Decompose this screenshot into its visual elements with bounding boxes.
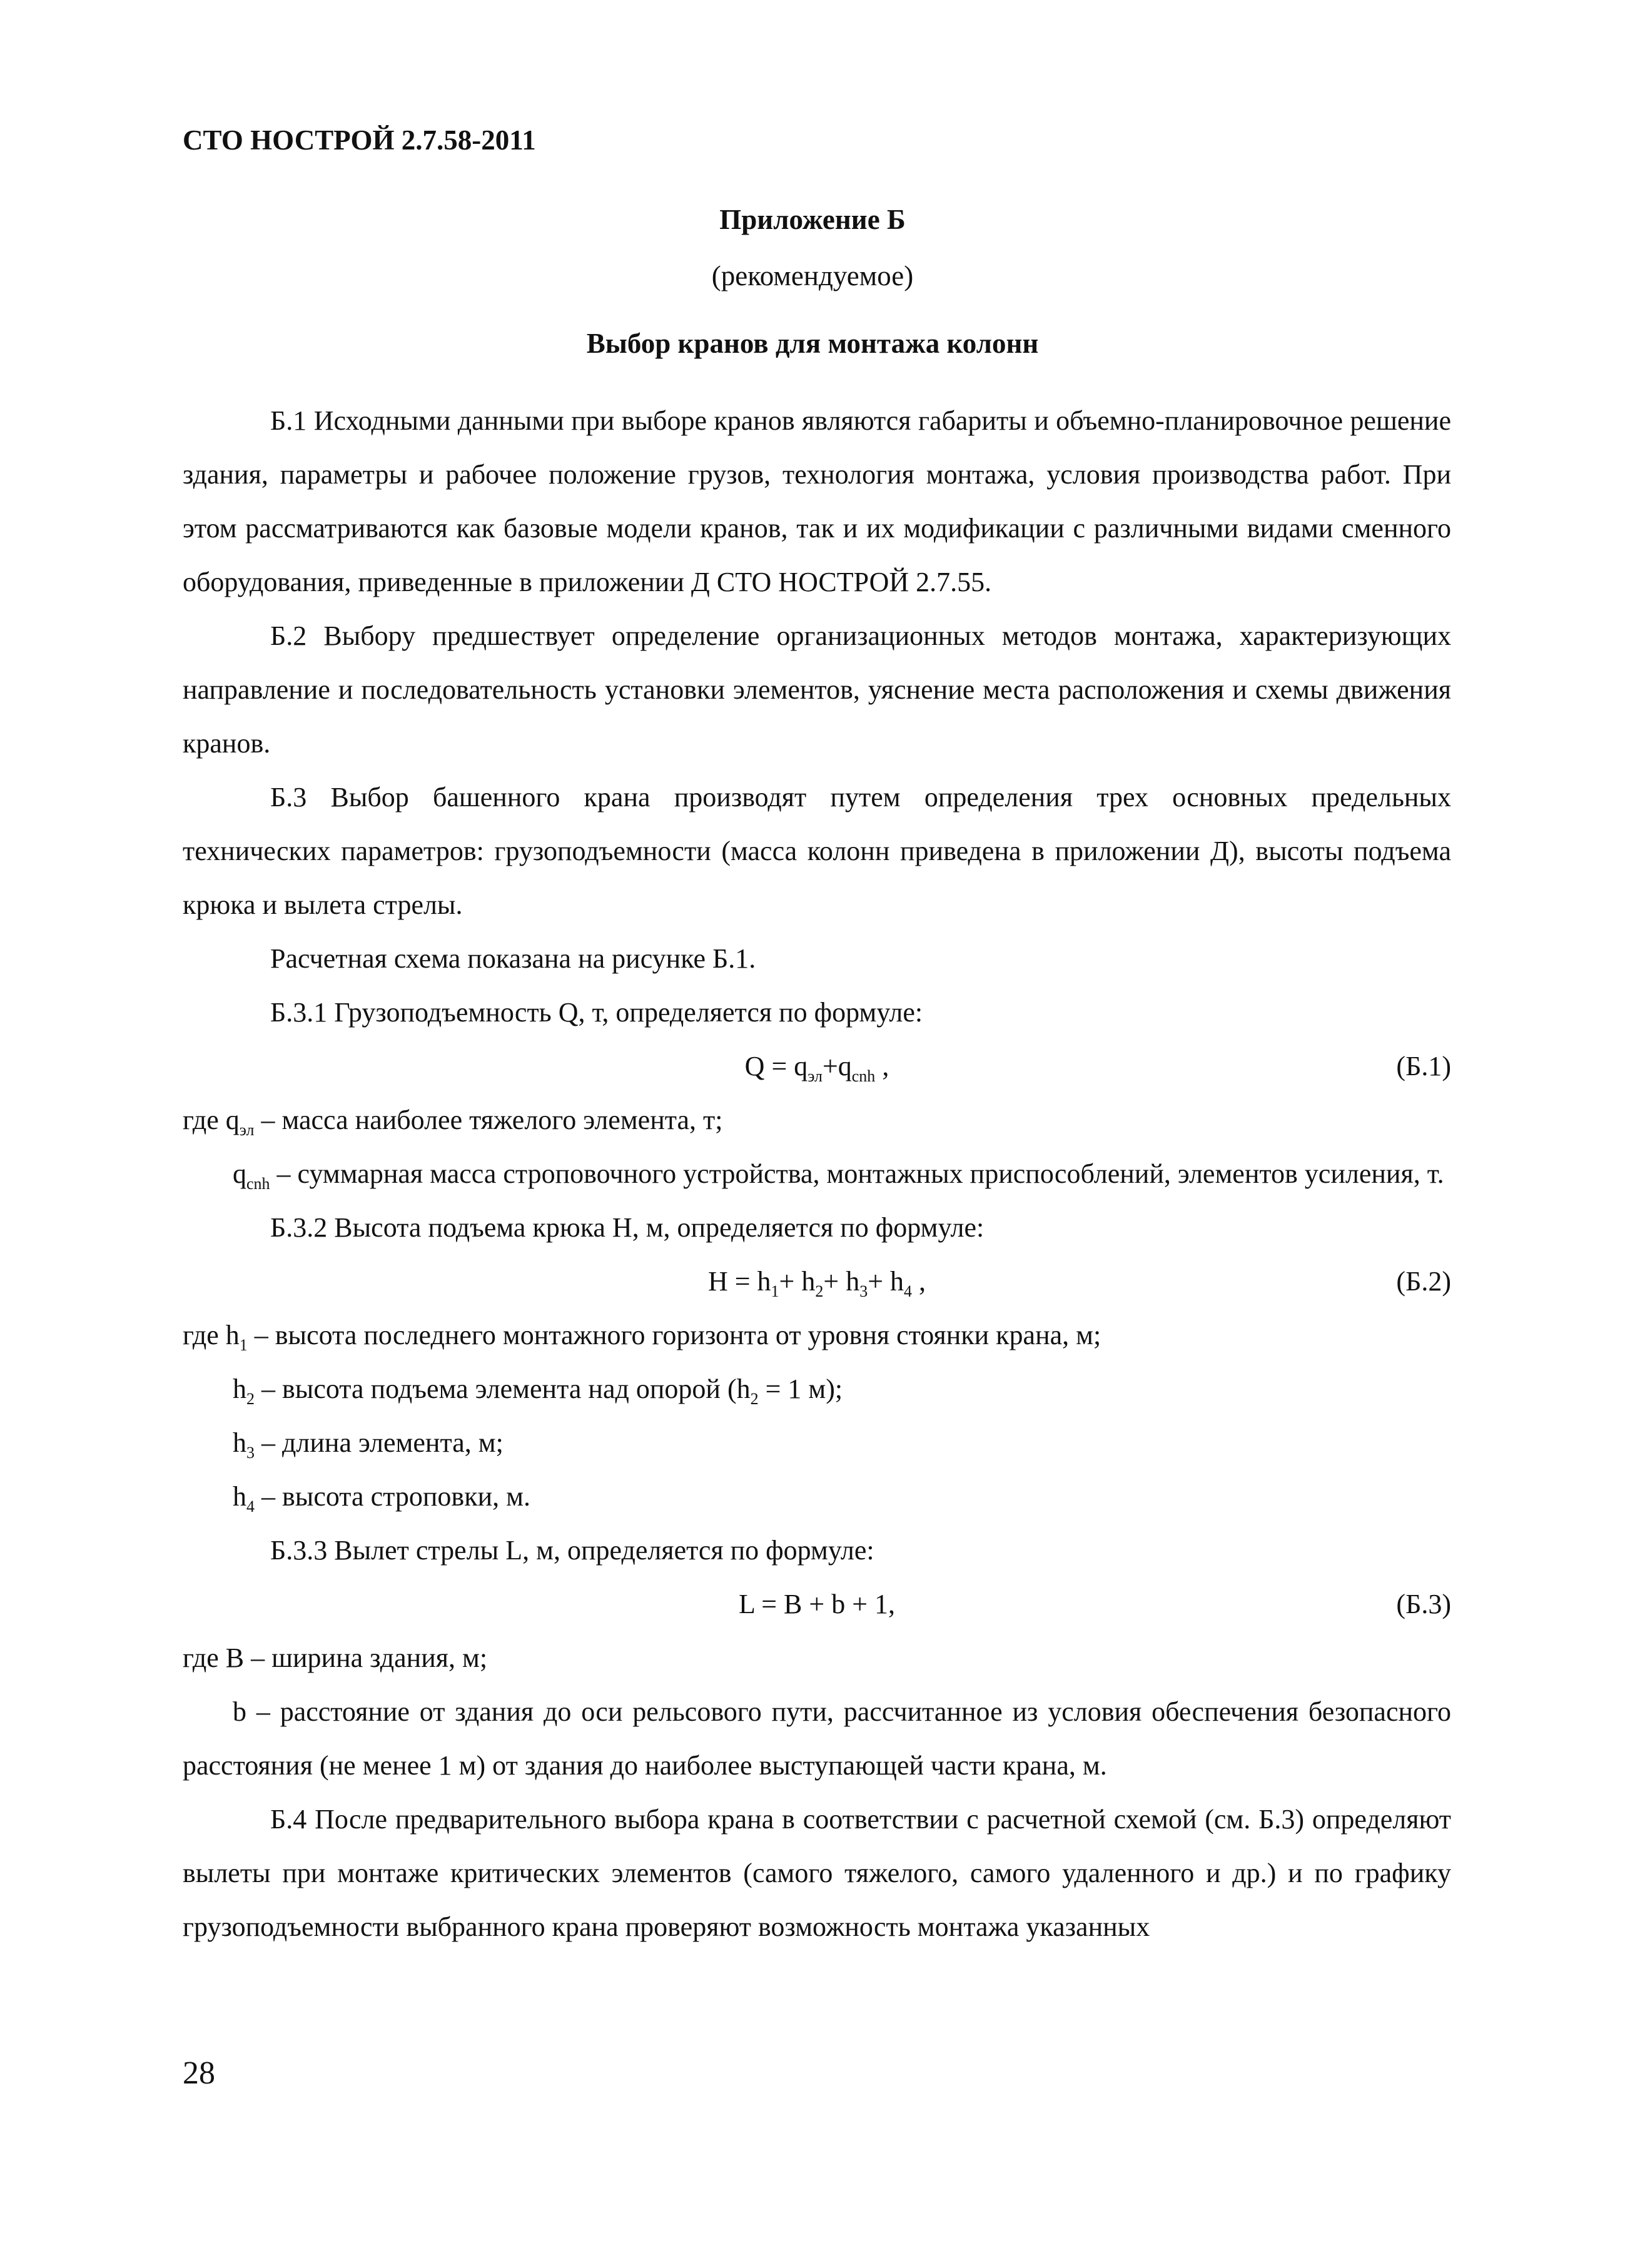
standard-title: СТО НОСТРОЙ 2.7.58-2011 — [183, 124, 536, 156]
formula-b1-number: (Б.1) — [1396, 1051, 1451, 1081]
formula-b2-expression: $H = h_1+ h_2+ h_3+ h_4$ , — [707, 1266, 926, 1300]
body-text — [183, 394, 1451, 1954]
appendix-subtitle: (рекомендуемое) — [711, 260, 914, 291]
formula-b1 — [183, 1040, 1451, 1093]
formula-b2 — [183, 1255, 1451, 1309]
formula-b3 — [183, 1577, 1451, 1631]
appendix-title: Приложение Б — [719, 204, 906, 235]
formula-b1-expression: $Q = q_{эл}+q_{cnh}$ , — [744, 1051, 889, 1085]
where-h3: $h_3$ – длина элемента, м; — [233, 1427, 504, 1462]
paragraph-b2: Б.2 Выбору предшествует определение организационных методов монтажа, характеризующих направление и последовательность установки элементов, уяснение места расположения и схемы движения кранов. — [183, 620, 1451, 759]
paragraph-b4: Б.4 После предварительного выбора крана в соответствии с расчетной схемой (см. Б.3) определяют вылеты при монтаже критических элементов (самого тяжелого, самого удаленного и др.) и по графику грузоподъемности выбранного крана проверяют возможность монтажа указанных — [183, 1804, 1451, 1942]
where-b: b – расстояние от здания до оси рельсового пути, рассчитанное из условия обеспечения безопасного расстояния (не менее 1 м) от здания до наиболее выступающей части крана, м. — [183, 1696, 1451, 1781]
paragraph-b3: Б.3 Выбор башенного крана производят путем определения трех основных предельных технических параметров: грузоподъемности (масса колонн приведена в приложении Д), высоты подъема крюка и вылета стрелы. — [183, 782, 1451, 920]
paragraph-b31: Б.3.1 Грузоподъемность Q, т, определяется по формуле: — [270, 997, 923, 1028]
formula-b2-number: (Б.2) — [1396, 1266, 1451, 1297]
where-B: где B – ширина здания, м; — [183, 1643, 488, 1673]
paragraph-scheme: Расчетная схема показана на рисунке Б.1. — [270, 943, 756, 974]
where-q-el: где $q_{эл}$ – масса наиболее тяжелого элемента, т; — [183, 1105, 723, 1139]
section-heading: Выбор кранов для монтажа колонн — [586, 328, 1039, 359]
where-h4: $h_4$ – высота строповки, м. — [233, 1481, 530, 1516]
paragraph-b1: Б.1 Исходными данными при выборе кранов являются габариты и объемно-планировочное решение здания, параметры и рабочее положение грузов, технология монтажа, условия производства работ. При этом рассматриваются как базовые модели кранов, так и их модификации с различными видами сменного оборудования, приведенные в приложении Д СТО НОСТРОЙ 2.7.55. — [183, 405, 1451, 597]
where-q-cnh: $q_{cnh}$ – суммарная масса строповочного устройства, монтажных приспособлений, элементов усиления, т. — [233, 1158, 1444, 1193]
where-h1: где $h_1$ – высота последнего монтажного горизонта от уровня стоянки крана, м; — [183, 1320, 1101, 1354]
where-h2: $h_2$ – высота подъема элемента над опорой ($h_2 = 1$ м); — [233, 1374, 843, 1408]
formula-b3-expression: L = B + b + 1, — [738, 1589, 896, 1619]
paragraph-b33: Б.3.3 Вылет стрелы L, м, определяется по формуле: — [270, 1535, 874, 1566]
formula-b3-number: (Б.3) — [1396, 1589, 1451, 1619]
page-number: 28 — [183, 2055, 215, 2091]
paragraph-b32: Б.3.2 Высота подъема крюка H, м, определяется по формуле: — [270, 1212, 985, 1243]
